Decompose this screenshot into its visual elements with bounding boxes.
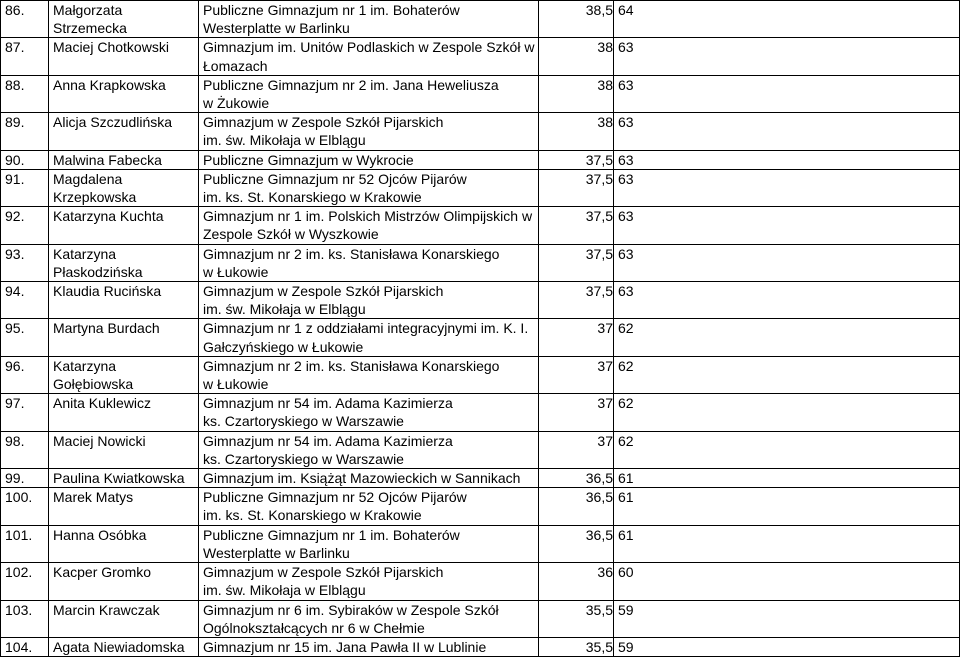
student-name-cell bbox=[49, 244, 199, 281]
rank-cell: 98. bbox=[1, 431, 49, 468]
percent-cell: 63 bbox=[614, 282, 960, 319]
school-line: Gimnazjum im. Książąt Mazowieckich w Sannikach bbox=[203, 470, 521, 487]
student-name-line: Klaudia Rucińska bbox=[53, 283, 162, 300]
table-row bbox=[1, 150, 960, 169]
percent-cell: 64 bbox=[614, 1, 960, 38]
rank-cell: 104. bbox=[1, 637, 49, 656]
student-name-cell bbox=[49, 394, 199, 431]
rank-cell: 94. bbox=[1, 282, 49, 319]
school-line: Gałczyńskiego w Łukowie bbox=[203, 338, 364, 355]
school-cell bbox=[199, 469, 539, 488]
student-name-line: Marek Matys bbox=[53, 489, 134, 506]
score-cell: 37,5 bbox=[539, 169, 614, 206]
school-line: Gimnazjum nr 54 im. Adama Kazimierza bbox=[203, 395, 453, 412]
student-name-cell bbox=[49, 75, 199, 112]
score-cell: 37 bbox=[539, 431, 614, 468]
table-row bbox=[1, 169, 960, 206]
school-line: im. św. Mikołaja w Elblągu bbox=[203, 301, 366, 318]
school-cell bbox=[199, 1, 539, 38]
school-line: im. św. Mikołaja w Elblągu bbox=[203, 582, 366, 599]
score-cell: 37,5 bbox=[539, 207, 614, 244]
school-line: Gimnazjum nr 2 im. ks. Stanisława Konarskiego bbox=[203, 357, 500, 374]
table-row bbox=[1, 431, 960, 468]
school-line: im. ks. St. Konarskiego w Krakowie bbox=[203, 507, 422, 524]
score-cell: 36,5 bbox=[539, 469, 614, 488]
score-cell: 37 bbox=[539, 319, 614, 356]
student-name-cell bbox=[49, 637, 199, 656]
student-name-cell bbox=[49, 563, 199, 600]
student-name-cell bbox=[49, 319, 199, 356]
school-line: Publiczne Gimnazjum w Wykrocie bbox=[203, 151, 414, 168]
student-name-line: Maciej Nowicki bbox=[53, 432, 146, 449]
student-name-line: Gołębiowska bbox=[53, 376, 134, 393]
table-row bbox=[1, 469, 960, 488]
score-cell: 36 bbox=[539, 563, 614, 600]
student-name-cell bbox=[49, 356, 199, 393]
percent-cell: 63 bbox=[614, 150, 960, 169]
score-cell: 37 bbox=[539, 394, 614, 431]
student-name-line: Maciej Chotkowski bbox=[53, 39, 169, 56]
percent-cell: 62 bbox=[614, 319, 960, 356]
school-line: Zespole Szkół w Wyszkowie bbox=[203, 226, 379, 243]
school-line: Gimnazjum nr 1 z oddziałami integracyjnymi im. K. I. bbox=[203, 320, 529, 337]
school-line: Publiczne Gimnazjum nr 1 im. Bohaterów bbox=[203, 2, 460, 18]
rank-cell: 97. bbox=[1, 394, 49, 431]
percent-cell: 61 bbox=[614, 525, 960, 562]
table-row bbox=[1, 488, 960, 525]
table-row bbox=[1, 282, 960, 319]
school-cell bbox=[199, 356, 539, 393]
rank-cell: 95. bbox=[1, 319, 49, 356]
percent-cell: 62 bbox=[614, 431, 960, 468]
score-cell: 36,5 bbox=[539, 488, 614, 525]
school-cell bbox=[199, 38, 539, 75]
student-name-cell bbox=[49, 488, 199, 525]
table-row bbox=[1, 1, 960, 38]
student-name-line: Magdalena bbox=[53, 170, 123, 187]
school-cell bbox=[199, 431, 539, 468]
rank-cell: 88. bbox=[1, 75, 49, 112]
school-line: Gimnazjum w Zespole Szkół Pijarskich bbox=[203, 283, 444, 300]
school-line: w Łukowie bbox=[203, 263, 269, 280]
school-line: im. św. Mikołaja w Elblągu bbox=[203, 132, 366, 149]
table-row bbox=[1, 637, 960, 656]
student-name-cell bbox=[49, 38, 199, 75]
rank-cell: 101. bbox=[1, 525, 49, 562]
score-cell: 38,5 bbox=[539, 1, 614, 38]
student-name-line: Katarzyna bbox=[53, 245, 117, 262]
percent-cell: 63 bbox=[614, 244, 960, 281]
school-line: w Żukowie bbox=[203, 95, 270, 112]
percent-cell: 59 bbox=[614, 637, 960, 656]
student-name-cell bbox=[49, 207, 199, 244]
student-name-line: Malwina Fabecka bbox=[53, 151, 162, 168]
percent-cell: 63 bbox=[614, 169, 960, 206]
student-name-line: Katarzyna Kuchta bbox=[53, 208, 164, 225]
student-name-line: Małgorzata bbox=[53, 2, 123, 18]
school-line: Gimnazjum nr 54 im. Adama Kazimierza bbox=[203, 432, 453, 449]
percent-cell: 63 bbox=[614, 75, 960, 112]
rank-cell: 89. bbox=[1, 113, 49, 150]
student-name-line: Hanna Osóbka bbox=[53, 526, 147, 543]
student-name-line: Strzemecka bbox=[53, 20, 127, 37]
student-name-cell bbox=[49, 169, 199, 206]
score-cell: 37,5 bbox=[539, 244, 614, 281]
school-cell bbox=[199, 394, 539, 431]
rank-cell: 87. bbox=[1, 38, 49, 75]
school-line: Gimnazjum nr 15 im. Jana Pawła II w Lublinie bbox=[203, 638, 487, 655]
table-row bbox=[1, 394, 960, 431]
percent-cell: 59 bbox=[614, 600, 960, 637]
school-line: Ogólnokształcących nr 6 w Chełmie bbox=[203, 619, 425, 636]
school-line: Gimnazjum nr 6 im. Sybiraków w Zespole Szkół bbox=[203, 601, 499, 618]
percent-cell: 61 bbox=[614, 469, 960, 488]
student-name-cell bbox=[49, 113, 199, 150]
table-row bbox=[1, 244, 960, 281]
score-cell: 35,5 bbox=[539, 637, 614, 656]
student-name-cell bbox=[49, 469, 199, 488]
table-row bbox=[1, 563, 960, 600]
rank-cell: 86. bbox=[1, 1, 49, 38]
rank-cell: 99. bbox=[1, 469, 49, 488]
school-line: Publiczne Gimnazjum nr 52 Ojców Pijarów bbox=[203, 170, 467, 187]
student-name-line: Krzepkowska bbox=[53, 189, 137, 206]
school-line: ks. Czartoryskiego w Warszawie bbox=[203, 450, 404, 467]
school-line: Westerplatte w Barlinku bbox=[203, 544, 350, 561]
rank-cell: 102. bbox=[1, 563, 49, 600]
score-cell: 37,5 bbox=[539, 282, 614, 319]
percent-cell: 62 bbox=[614, 356, 960, 393]
percent-cell: 63 bbox=[614, 207, 960, 244]
school-cell bbox=[199, 319, 539, 356]
school-line: Publiczne Gimnazjum nr 52 Ojców Pijarów bbox=[203, 489, 467, 506]
student-name-line: Płaskodzińska bbox=[53, 263, 143, 280]
score-cell: 38 bbox=[539, 113, 614, 150]
school-line: Gimnazjum w Zespole Szkół Pijarskich bbox=[203, 564, 444, 581]
school-line: Gimnazjum nr 2 im. ks. Stanisława Konarskiego bbox=[203, 245, 500, 262]
score-cell: 38 bbox=[539, 38, 614, 75]
student-name-cell bbox=[49, 525, 199, 562]
school-cell bbox=[199, 488, 539, 525]
rank-cell: 103. bbox=[1, 600, 49, 637]
table-row bbox=[1, 525, 960, 562]
student-name-line: Martyna Burdach bbox=[53, 320, 160, 337]
student-name-line: Katarzyna bbox=[53, 357, 117, 374]
school-cell bbox=[199, 525, 539, 562]
rank-cell: 90. bbox=[1, 150, 49, 169]
school-line: Gimnazjum w Zespole Szkół Pijarskich bbox=[203, 114, 444, 131]
table-row bbox=[1, 75, 960, 112]
school-cell bbox=[199, 207, 539, 244]
student-name-cell bbox=[49, 1, 199, 38]
student-name-line: Agata Niewiadomska bbox=[53, 638, 185, 655]
rank-cell: 92. bbox=[1, 207, 49, 244]
score-cell: 36,5 bbox=[539, 525, 614, 562]
school-cell bbox=[199, 563, 539, 600]
student-name-line: Paulina Kwiatkowska bbox=[53, 470, 185, 487]
school-cell bbox=[199, 244, 539, 281]
school-line: ks. Czartoryskiego w Warszawie bbox=[203, 413, 404, 430]
school-cell bbox=[199, 637, 539, 656]
table-row bbox=[1, 600, 960, 637]
student-name-line: Anita Kuklewicz bbox=[53, 395, 152, 412]
school-cell bbox=[199, 600, 539, 637]
school-line: Gimnazjum im. Unitów Podlaskich w Zespole Szkół w bbox=[203, 39, 535, 56]
score-cell: 37,5 bbox=[539, 150, 614, 169]
score-cell: 35,5 bbox=[539, 600, 614, 637]
rank-cell: 96. bbox=[1, 356, 49, 393]
score-cell: 38 bbox=[539, 75, 614, 112]
school-line: im. ks. St. Konarskiego w Krakowie bbox=[203, 189, 422, 206]
percent-cell: 63 bbox=[614, 38, 960, 75]
rank-cell: 100. bbox=[1, 488, 49, 525]
student-name-cell bbox=[49, 282, 199, 319]
table-row bbox=[1, 38, 960, 75]
school-line: Publiczne Gimnazjum nr 2 im. Jana Heweliusza bbox=[203, 76, 499, 93]
school-line: Publiczne Gimnazjum nr 1 im. Bohaterów bbox=[203, 526, 460, 543]
school-line: Łomazach bbox=[203, 57, 268, 74]
table-row bbox=[1, 319, 960, 356]
rank-cell: 91. bbox=[1, 169, 49, 206]
rank-cell: 93. bbox=[1, 244, 49, 281]
student-name-line: Anna Krapkowska bbox=[53, 76, 166, 93]
school-cell bbox=[199, 169, 539, 206]
table-row bbox=[1, 207, 960, 244]
school-line: w Łukowie bbox=[203, 376, 269, 393]
school-line: Westerplatte w Barlinku bbox=[203, 20, 350, 37]
student-name-line: Alicja Szczudlińska bbox=[53, 114, 173, 131]
percent-cell: 62 bbox=[614, 394, 960, 431]
percent-cell: 61 bbox=[614, 488, 960, 525]
student-name-cell bbox=[49, 150, 199, 169]
school-cell bbox=[199, 150, 539, 169]
score-cell: 37 bbox=[539, 356, 614, 393]
percent-cell: 60 bbox=[614, 563, 960, 600]
student-name-cell bbox=[49, 600, 199, 637]
student-name-line: Kacper Gromko bbox=[53, 564, 152, 581]
school-line: Gimnazjum nr 1 im. Polskich Mistrzów Olimpijskich w bbox=[203, 208, 533, 225]
school-cell bbox=[199, 113, 539, 150]
table-row bbox=[1, 113, 960, 150]
student-name-line: Marcin Krawczak bbox=[53, 601, 160, 618]
student-name-cell bbox=[49, 431, 199, 468]
table-row bbox=[1, 356, 960, 393]
results-table-body bbox=[1, 1, 960, 657]
school-cell bbox=[199, 75, 539, 112]
percent-cell: 63 bbox=[614, 113, 960, 150]
school-cell bbox=[199, 282, 539, 319]
